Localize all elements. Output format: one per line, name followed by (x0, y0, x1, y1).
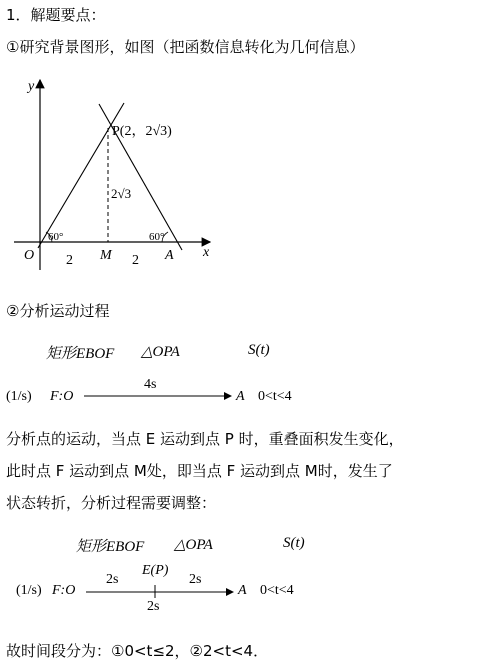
motion1-arrow (84, 390, 234, 402)
heading: 1．解题要点： (6, 6, 106, 24)
motion2-arrow (86, 585, 236, 599)
point-p-label: P(2，2√3) (112, 124, 172, 139)
table1-col2: △OPA (141, 344, 180, 360)
table1-col3: S(t) (248, 342, 270, 358)
table2-col2: △OPA (174, 537, 213, 553)
origin-label: O (24, 248, 35, 263)
table1-col1: 矩形EBOF (46, 346, 115, 362)
motion2-range: 0<t<4 (260, 583, 294, 598)
motion2-mid-top: E(P) (142, 563, 169, 578)
analysis-line-3: 状态转折，分析过程需要调整： (6, 494, 217, 512)
motion2-mid-bottom: 2s (147, 599, 160, 614)
step2-text: ②分析运动过程 (6, 302, 110, 320)
motion1-time: 4s (144, 377, 157, 392)
motion1-range: 0<t<4 (258, 389, 292, 404)
conclusion-text: 故时间段分为：①0<t≤2，②2<t<4． (6, 642, 269, 660)
point-a-label: A (165, 248, 174, 263)
step1-text: ①研究背景图形，如图（把函数信息转化为几何信息） (6, 38, 365, 56)
motion2-start: F:O (52, 583, 76, 598)
table2-col1: 矩形EBOF (76, 539, 145, 555)
analysis-line-2: 此时点 F 运动到点 M处，即当点 F 运动到点 M时，发生了 (6, 462, 393, 480)
angle-o-label: 60° (48, 231, 64, 243)
x-axis-label: x (203, 245, 210, 260)
point-m-label: M (100, 248, 112, 263)
motion1-speed: (1/s) (6, 389, 32, 404)
geometry-figure (0, 70, 230, 270)
motion2-speed: (1/s) (16, 583, 42, 598)
segment-ma-label: 2 (132, 253, 139, 268)
motion1-end: A (236, 389, 245, 404)
motion2-time1: 2s (106, 572, 119, 587)
angle-a-label: 60° (149, 231, 165, 243)
height-label: 2√3 (111, 186, 132, 201)
table2-col3: S(t) (283, 535, 305, 551)
segment-om-label: 2 (66, 253, 73, 268)
analysis-line-1: 分析点的运动，当点 E 运动到点 P 时，重叠面积发生变化， (6, 430, 404, 448)
motion1-start: F:O (50, 389, 74, 404)
motion2-time2: 2s (189, 572, 202, 587)
motion2-end: A (238, 583, 247, 598)
y-axis-label: y (28, 79, 35, 94)
